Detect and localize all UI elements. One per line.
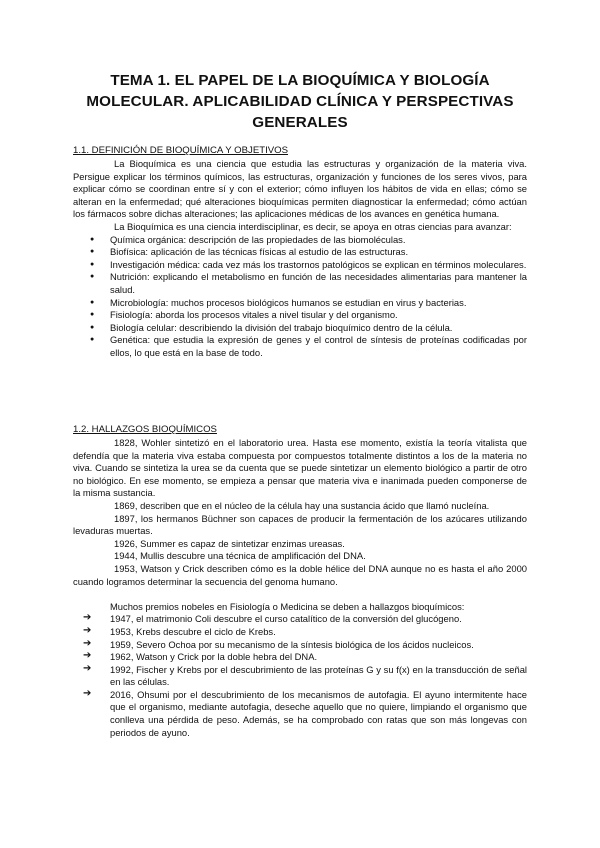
- list-item: ➔ 2016, Ohsumi por el descubrimiento de los mecanismos de autofagia. El ayuno intermitente hace que el organismo, mediante autofagia, deseche aquello que no quiere, limpiando el organismo que conlleva una pérdida de peso. Además, se ha comprobado con ratas que son más longevas con periodos de ayuno.: [83, 687, 527, 738]
- list-item: ● Genética: que estudia la expresión de genes y el control de síntesis de proteínas codificadas por ellos, lo que está en la base de todo.: [73, 334, 527, 359]
- discovery-paragraph: 1828, Wohler sintetizó en el laboratorio urea. Hasta ese momento, existía la teoría vitalista que defendía que la materia viva estaba compuesta por compuestos totalmente distintos a los de la materia no viva. Cuando se sintetiza la urea se da cuenta que se puede sintetizar un elemento biológico a partir de otro no biológico. En ese momento, se empieza a pensar que materia viva e inanimada pueden componerse de la misma sustancia.: [73, 437, 527, 499]
- list-item: ➔ 1947, el matrimonio Coli descubre el curso catalítico de la conversión del glucógeno.: [83, 612, 462, 625]
- list-item: ● Nutrición: explicando el metabolismo en función de las necesidades alimentarias para mantener la salud.: [73, 271, 527, 296]
- arrow-icon: ➔: [83, 687, 92, 699]
- list-item: ➔ 1959, Severo Ochoa por su mecanismo de la síntesis biológica de los ácidos nucleicos.: [83, 637, 474, 650]
- list-item: ● Biofísica: aplicación de las técnicas físicas al estudio de las estructuras.: [73, 246, 527, 259]
- list-item: ● Microbiología: muchos procesos biológicos humanos se estudian en virus y bacterias.: [73, 297, 527, 310]
- section-1-heading: 1.1. DEFINICIÓN DE BIOQUÍMICA Y OBJETIVOS: [73, 145, 289, 156]
- interdisciplinary-list: [73, 234, 527, 360]
- arrow-icon: ➔: [83, 662, 92, 674]
- list-item: ● Investigación médica: cada vez más los trastornos patológicos se explican en términos moleculares.: [73, 259, 527, 272]
- list-item: ➔ 1962, Watson y Crick por la doble hebra del DNA.: [83, 650, 318, 663]
- section-2-body: [73, 437, 527, 739]
- list-item: ➔ 1953, Krebs descubre el ciclo de Krebs.: [83, 624, 276, 637]
- section-1-paragraph-2: La Bioquímica es una ciencia interdisciplinar, es decir, se apoya en otras ciencias para avanzar:: [114, 220, 512, 232]
- section-1-paragraph-1: La Bioquímica es una ciencia que estudia las estructuras y organización de la materia viva. Persigue explicar los términos químicos, las estructuras, organización y funciones de los seres vivos, para explicar cómo se coordinan entre sí y con el exterior; cómo influyen los hábitos de vida en ellas; cómo se alteran en la enfermedad; qué alteraciones bioquímicas permiten diagnosticar la enfermedad; cómo actúan los fármacos sobre dichas alteraciones; las aplicaciones médicas de los avances en genética humana.: [73, 158, 527, 220]
- document-title: TEMA 1. EL PAPEL DE LA BIOQUÍMICA Y BIOLOGÍA MOLECULAR. APLICABILIDAD CLÍNICA Y PERSPECTIVAS GENERALES: [86, 72, 514, 131]
- arrow-icon: ➔: [83, 612, 92, 624]
- list-item: ● Fisiología: aborda los procesos vitales a nivel tisular y del organismo.: [73, 309, 527, 322]
- discovery-paragraph: 1869, describen que en el núcleo de la célula hay una sustancia ácido que llamó nucleína.: [114, 499, 490, 511]
- discovery-paragraph: 1953, Watson y Crick describen cómo es la doble hélice del DNA aunque no es hasta el año 2000 cuando logramos determinar la secuencia del genoma humano.: [73, 562, 527, 587]
- nobel-list: [73, 613, 527, 739]
- list-item: ● Biología celular: describiendo la división del trabajo bioquímico dentro de la célula.: [73, 322, 527, 335]
- section-1-body: [73, 158, 527, 360]
- discovery-paragraph: 1944, Mullis descubre una técnica de amplificación del DNA.: [114, 550, 366, 562]
- nobel-intro: Muchos premios nobeles en Fisiología o Medicina se deben a hallazgos bioquímicos:: [110, 600, 465, 612]
- arrow-icon: ➔: [83, 650, 92, 662]
- section-2-heading: 1.2. HALLAZGOS BIOQUÍMICOS: [73, 424, 217, 435]
- discovery-paragraph: 1897, los hermanos Büchner son capaces de producir la fermentación de los azúcares utilizando levaduras muertas.: [73, 512, 527, 537]
- discovery-paragraph: 1926, Summer es capaz de sintetizar enzimas ureasas.: [114, 537, 345, 549]
- arrow-icon: ➔: [83, 624, 92, 636]
- arrow-icon: ➔: [83, 637, 92, 649]
- list-item: ● Química orgánica: descripción de las propiedades de las biomoléculas.: [73, 234, 527, 247]
- list-item: ➔ 1992, Fischer y Krebs por el descubrimiento de las proteínas G y su f(x) en la transducción de señal en las células.: [83, 662, 527, 688]
